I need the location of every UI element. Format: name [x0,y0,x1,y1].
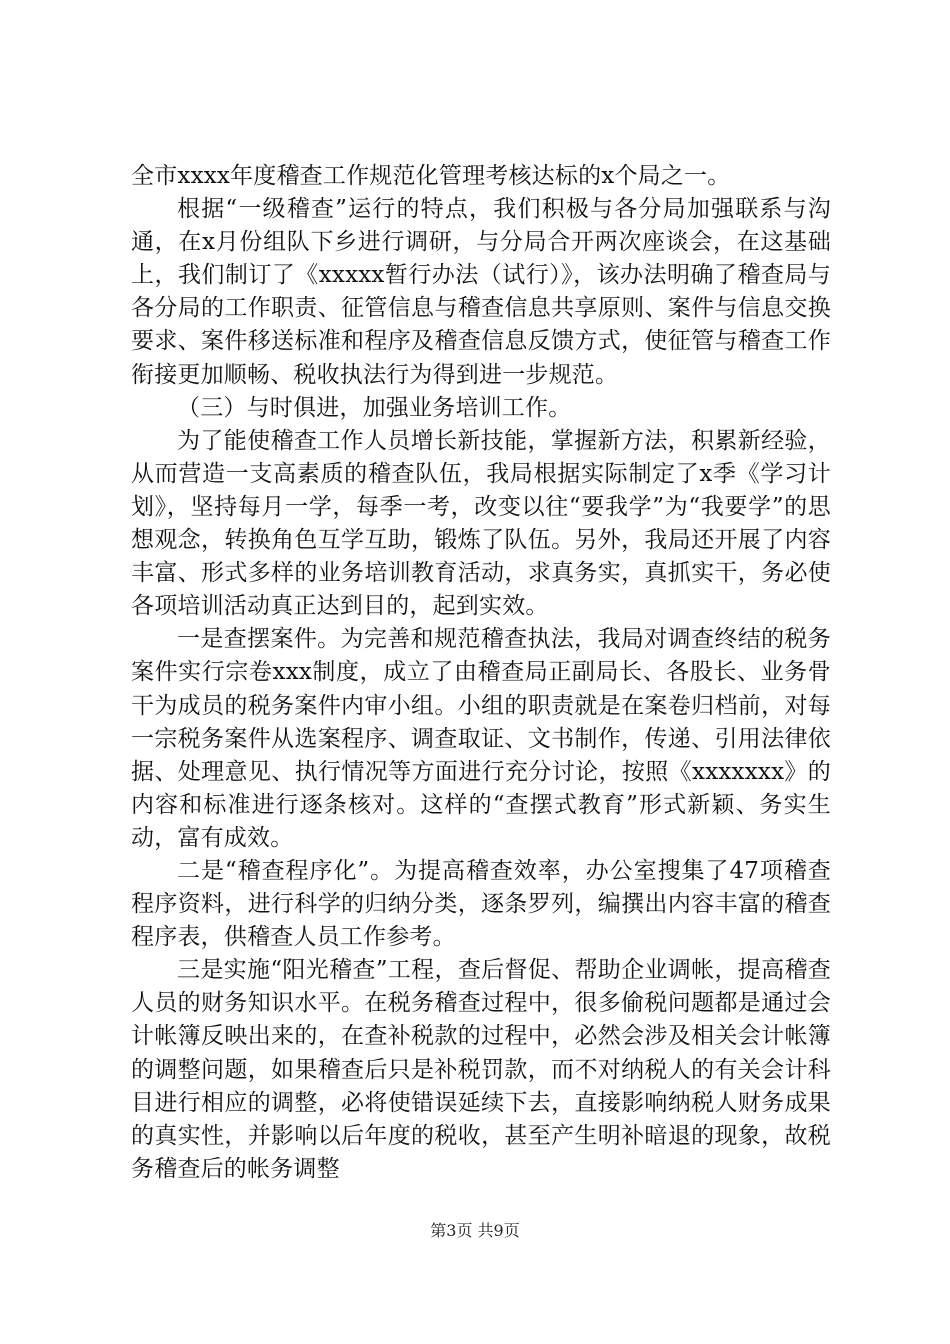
paragraph-sunshine-audit: 三是实施“阳光稽查”工程，查后督促、帮助企业调帐，提高稽查人员的财务知识水平。在税务稽查过程中，很多偷税问题都是通过会计帐簿反映出来的，在查补税款的过程中，必然会涉及相关会计帐簿的调整问题，如果稽查后只是补税罚款，而不对纳税人的有关会计科目进行相应的调整，必将使错误延续下去，直接影响纳税人财务成果的真实性，并影响以后年度的税收，甚至产生明补暗退的现象，故税务稽查后的帐务调整 [131,957,831,1182]
page-number-footer: 第3页 共9页 [430,1221,520,1240]
paragraph-liaison: 根据“一级稽查”运行的特点，我们积极与各分局加强联系与沟通，在x月份组队下乡进行调研，与分局合开两次座谈会，在这基础上，我们制订了《xxxxx暂行办法（试行）》，该办法明确了稽查局与各分局的工作职责、征管信息与稽查信息共享原则、案件与信息交换要求、案件移送标准和程序及稽查信息反馈方式，使征管与稽查工作衔接更加顺畅、税收执法行为得到进一步规范。 [131,196,831,388]
paragraph-procedure: 二是“稽查程序化”。为提高稽查效率，办公室搜集了47项稽查程序资料，进行科学的归纳分类，逐条罗列，编撰出内容丰富的稽查程序表，供稽查人员工作参考。 [131,857,831,951]
section-heading-training: （三）与时俱进，加强业务培训工作。 [177,394,572,421]
paragraph-case-review: 一是查摆案件。为完善和规范稽查执法，我局对调查终结的税务案件实行宗卷xxx制度，成立了由稽查局正副局长、各股长、业务骨干为成员的税务案件内审小组。小组的职责就是在案卷归档前，对每一宗税务案件从选案程序、调查取证、文书制作，传递、引用法律依据、处理意见、执行情况等方面进行充分讨论，按照《xxxxxxx》的内容和标准进行逐条核对。这样的“查摆式教育”形式新颖、务实生动，富有成效。 [131,626,831,851]
paragraph-continuation: 全市xxxx年度稽查工作规范化管理考核达标的x个局之一。 [131,163,731,189]
document-body [131,160,831,1186]
paragraph-training: 为了能使稽查工作人员增长新技能，掌握新方法，积累新经验，从而营造一支高素质的稽查队伍，我局根据实际制定了x季《学习计划》，坚持每月一学，每季一考，改变以往“要我学”为“我要学”的思想观念，转换角色互学互助，锻炼了队伍。另外，我局还开展了内容丰富、形式多样的业务培训教育活动，求真务实，真抓实干，务必使各项培训活动真正达到目的，起到实效。 [131,427,831,620]
